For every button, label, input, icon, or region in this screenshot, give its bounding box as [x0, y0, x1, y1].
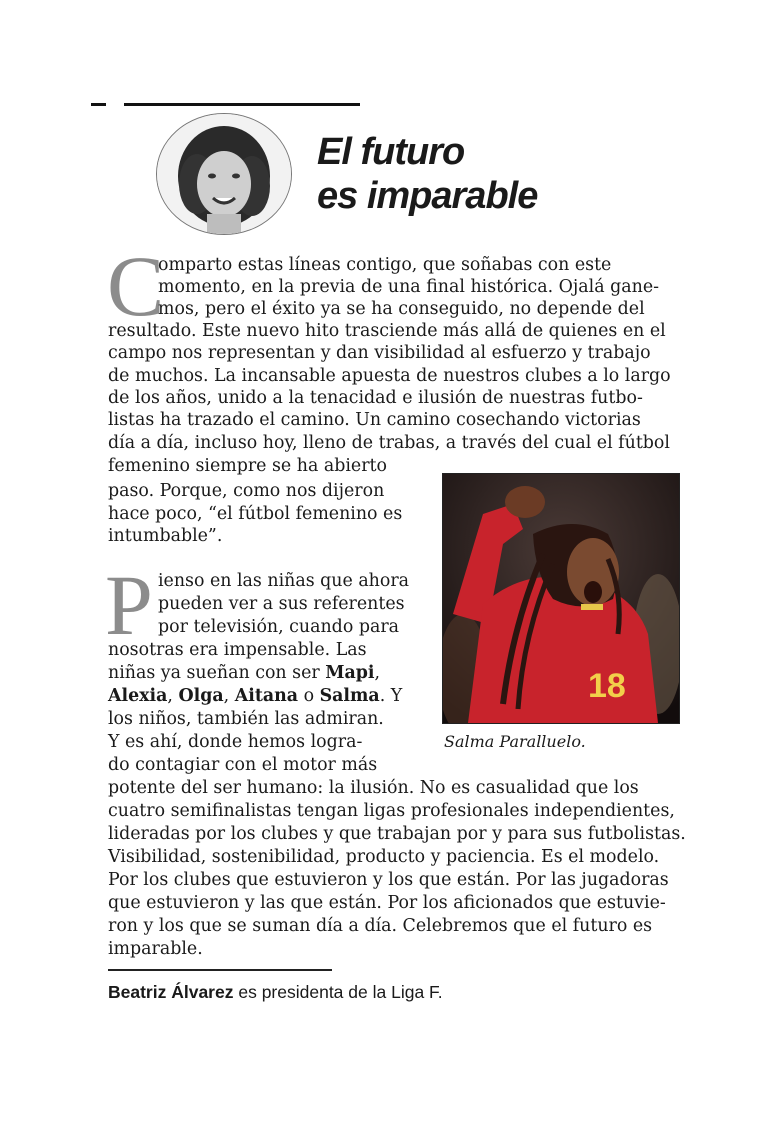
author-byline	[108, 982, 443, 1003]
paragraph-2-line: Y es ahí, donde hemos logra-	[108, 732, 363, 752]
paragraph-1-dropcap: C	[107, 238, 165, 334]
player-celebration-image	[443, 474, 679, 723]
paragraph-1-line: hace poco, “el fútbol femenino es	[108, 504, 403, 524]
paragraph-2-line	[108, 662, 380, 684]
name-salma: Salma	[319, 686, 380, 706]
paragraph-1-line: paso. Porque, como nos dijeron	[108, 481, 385, 501]
name-mapi: Mapi	[325, 663, 375, 683]
paragraph-2-line: Visibilidad, sostenibilidad, producto y paciencia. Es el modelo.	[108, 847, 660, 867]
paragraph-1-line: de los años, unido a la tenacidad e ilusión de nuestras futbo-	[108, 388, 643, 408]
paragraph-2-line: nosotras era impensable. Las	[108, 640, 367, 660]
paragraph-2-line: por televisión, cuando para	[158, 617, 399, 637]
paragraph-2-line: do contagiar con el motor más	[108, 755, 378, 775]
name-alexia: Alexia	[108, 686, 168, 706]
paragraph-1-line: de muchos. La incansable apuesta de nuestros clubes a lo largo	[108, 366, 671, 386]
header-rule-short	[91, 103, 106, 106]
author-name: Beatriz Álvarez	[108, 982, 234, 1002]
paragraph-1-line: resultado. Este nuevo hito trasciende más allá de quienes en el	[108, 321, 666, 341]
name-olga: Olga	[178, 686, 224, 706]
separator: . Y	[379, 686, 403, 706]
separator: ,	[223, 686, 235, 706]
article-title	[317, 130, 537, 218]
paragraph-1-line: omparto estas líneas contigo, que soñabas con este	[158, 255, 612, 275]
separator: o	[298, 686, 320, 706]
name-aitana: Aitana	[234, 686, 299, 706]
paragraph-1-line: momento, en la previa de una final histórica. Ojalá gane-	[158, 277, 659, 297]
author-portrait-drawing	[157, 114, 291, 234]
separator: ,	[374, 663, 381, 683]
author-role: es presidenta de la Liga F.	[233, 982, 443, 1002]
paragraph-2-line: Por los clubes que estuvieron y los que están. Por las jugadoras	[108, 870, 669, 890]
paragraph-1-line: listas ha trazado el camino. Un camino cosechando victorias	[108, 410, 641, 430]
paragraph-2-line: ienso en las niñas que ahora	[158, 571, 410, 591]
paragraph-2-line: que estuvieron y las que están. Por los aficionados que estuvie-	[108, 893, 666, 913]
byline-rule	[108, 969, 332, 971]
paragraph-1-line: femenino siempre se ha abierto	[108, 456, 387, 476]
author-portrait	[156, 113, 292, 235]
paragraph-1-line: campo nos representan y dan visibilidad al esfuerzo y trabajo	[108, 343, 651, 363]
paragraph-2-line	[108, 685, 402, 707]
paragraph-2-dropcap: P	[105, 557, 153, 653]
jersey-number: 18	[588, 667, 626, 705]
photo-caption: Salma Paralluelo.	[444, 732, 586, 751]
paragraph-2-line: los niños, también las admiran.	[108, 709, 384, 729]
paragraph-1-line: día a día, incluso hoy, lleno de trabas, a través del cual el fútbol	[108, 433, 670, 453]
paragraph-2-line: lideradas por los clubes y que trabajan por y para sus futbolistas.	[108, 824, 686, 844]
paragraph-1-line: mos, pero el éxito ya se ha conseguido, no depende del	[158, 299, 645, 319]
article-title-line-2: es imparable	[317, 175, 538, 217]
paragraph-2-text: niñas ya sueñan con ser	[108, 663, 326, 683]
paragraph-2-line: ron y los que se suman día a día. Celebremos que el futuro es	[108, 916, 653, 936]
article-title-line-1: El futuro	[317, 131, 465, 173]
paragraph-2-line: pueden ver a sus referentes	[158, 594, 405, 614]
separator: ,	[167, 686, 179, 706]
article-photo	[442, 473, 680, 724]
header-rule-long	[124, 103, 360, 106]
paragraph-2-line: cuatro semifinalistas tengan ligas profesionales independientes,	[108, 801, 675, 821]
paragraph-1-line: intumbable”.	[108, 526, 223, 546]
paragraph-2-line: potente del ser humano: la ilusión. No es casualidad que los	[108, 778, 639, 798]
paragraph-2-line: imparable.	[108, 939, 203, 959]
